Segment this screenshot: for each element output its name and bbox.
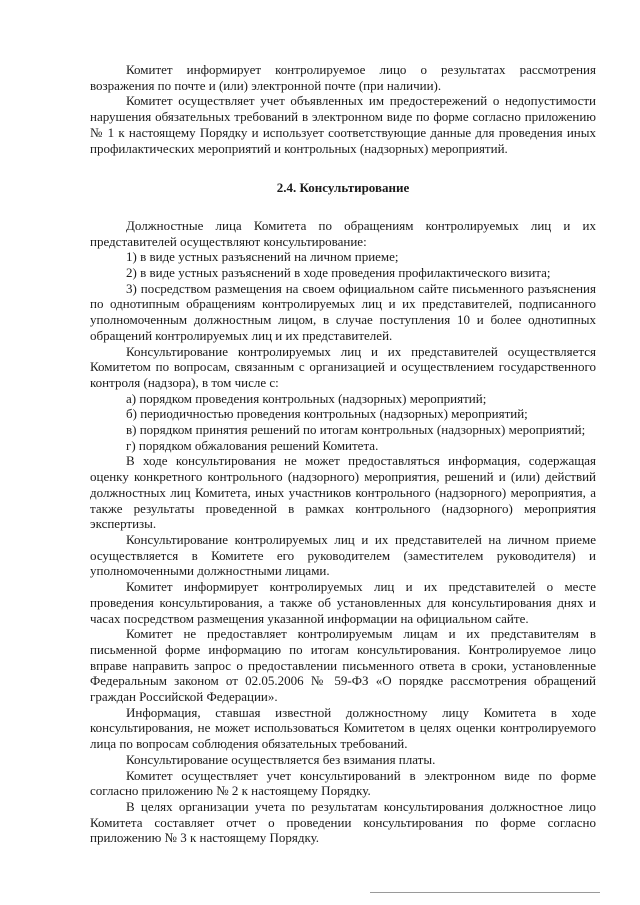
section-title: 2.4. Консультирование — [276, 180, 410, 196]
list-item: 2) в виде устных разъяснений в ходе проведения профилактического визита; — [126, 265, 551, 281]
list-item: а) порядком проведения контрольных (надзорных) мероприятий; — [126, 390, 487, 406]
list-item: б) периодичностью проведения контрольных (надзорных) мероприятий; — [126, 406, 528, 422]
paragraph: Комитет осуществляет учет объявленных им предостережений о недопустимости нарушения обязательных требований в электронном виде по форме согласно приложению № 1 к настоящему Порядку и использует соответствующие данные для проведения иных профилактических мероприятий и контрольных (надзорных) мероприятий. — [90, 93, 596, 156]
list-item: 1) в виде устных разъяснений на личном приеме; — [126, 249, 399, 265]
paragraph: Комитет осуществляет учет консультирований в электронном виде по форме согласно приложению № 2 к настоящему Порядку. — [90, 767, 596, 799]
paragraph: Консультирование контролируемых лиц и их представителей на личном приеме осуществляется в Комитете его руководителем (заместителем руководителя) и уполномоченными должностными лицами. — [90, 531, 596, 579]
document-page — [90, 62, 596, 846]
paragraph: Комитет информирует контролируемое лицо о результатах рассмотрения возражения по почте и (или) электронной почте (при наличии). — [90, 62, 596, 93]
paragraph: Информация, ставшая известной должностному лицу Комитета в ходе консультирования, не может использоваться Комитетом в целях оценки контролируемого лица по вопросам соблюдения обязательных требований. — [90, 704, 596, 752]
paragraph: В ходе консультирования не может предоставляться информация, содержащая оценку конкретного контрольного (надзорного) мероприятия, решений и (или) действий должностных лиц Комитета, иных участников контрольного (надзорного) мероприятия, а также результаты проведенной в рамках контрольного (надзорного) мероприятия экспертизы. — [90, 453, 596, 532]
list-item: 3) посредством размещения на своем официальном сайте письменного разъяснения по однотипным обращениям контролируемых лиц и их представителей, подписанного уполномоченным должностным лицом, в случае поступления 10 и более однотипных обращений контролируемых лиц и их представителей. — [90, 280, 596, 343]
list-item: в) порядком принятия решений по итогам контрольных (надзорных) мероприятий; — [126, 422, 586, 438]
list-item: г) порядком обжалования решений Комитета. — [126, 437, 379, 453]
paragraph: Консультирование осуществляется без взимания платы. — [126, 751, 436, 767]
paragraph: Должностные лица Комитета по обращениям контролируемых лиц и их представителей осуществляют консультирование: — [90, 217, 596, 249]
page-bottom-divider — [370, 892, 600, 893]
paragraph: В целях организации учета по результатам консультирования должностное лицо Комитета составляет отчет о проведении консультирования по форме согласно приложению № 3 к настоящему Порядку. — [90, 798, 596, 846]
paragraph: Консультирование контролируемых лиц и их представителей осуществляется Комитетом по вопросам, связанным с организацией и осуществлением государственного контроля (надзора), в том числе с: — [90, 343, 596, 390]
paragraph: Комитет не предоставляет контролируемым лицам и их представителям в письменной форме информацию по итогам консультирования. Контролируемое лицо вправе направить запрос о предоставлении письменного ответа в сроки, установленные Федеральным законом от 02.05.2006 № 59-ФЗ «О порядке рассмотрения обращений граждан Российской Федерации». — [90, 626, 596, 705]
paragraph: Комитет информирует контролируемых лиц и их представителей о месте проведения консультирования, а также об установленных для консультирования днях и часах посредством размещения указанной информации на официальном сайте. — [90, 579, 596, 626]
